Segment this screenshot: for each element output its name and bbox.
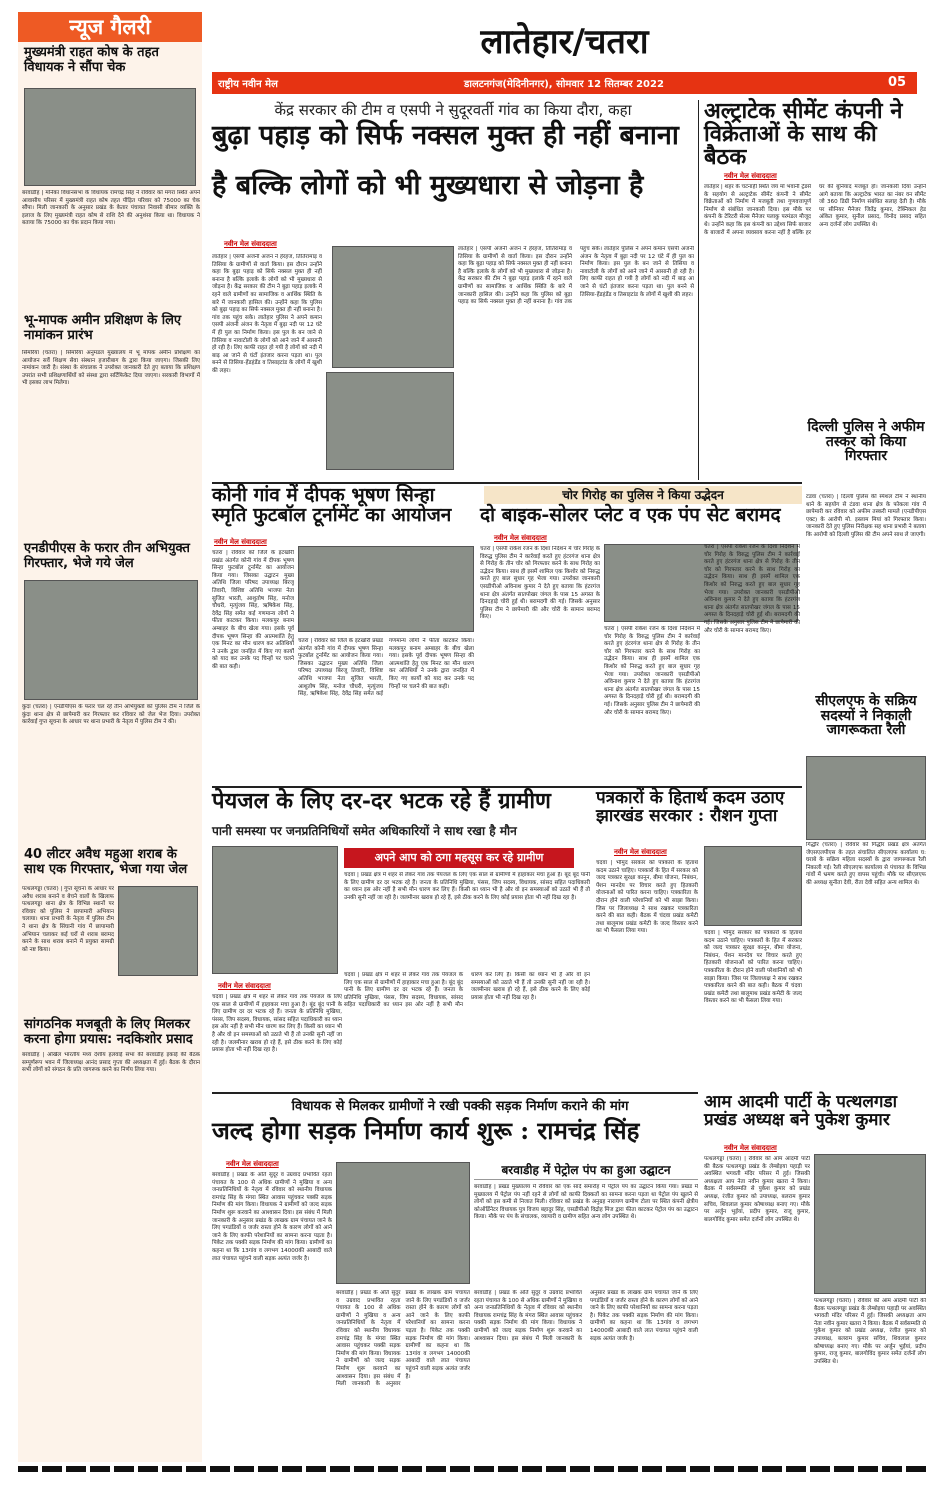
a1-kicker: केंद्र सरकार की टीम व एसपी ने सुदूरवर्ती गांव का किया दौरा, कहा xyxy=(274,101,632,119)
a2-headline: अल्ट्राटेक सीमेंट कंपनी ने विक्रेताओं के साथ की बैठक xyxy=(704,98,903,171)
a9-byline: नवीन मेल संवाददाता xyxy=(226,1160,279,1168)
a6-body-col1: चंदवा | भीमुद सरकार को पत्रकारों के हितार्थ कदम उठाने चाहिए। पत्रकारों के हित में सरकार को जल्द पत्रकार सुरक्षा कानून, बीमा योजना, निबंधन, पेंशन मानदेय पर विचार करते हुए हितकारी योजनाओं को पारित करना चाहिए। पत्रकारिता के दौरान होने वाली परेशानियों को भी साझा किया। जिस पर जिलाध्यक्ष ने साथ रखकर पत्रकारिता करने की बात कही। बैठक में चंदवा प्रखंड कमेटी तथा बालूमाथ प्रखंड कमेटी के जल्द विस्तार करने का भी फैसला लिया गया। xyxy=(596,860,698,935)
story-1-photo xyxy=(24,88,196,186)
page-masthead: लातेहार/चतरा xyxy=(480,22,649,62)
a8-photo xyxy=(806,756,926,840)
a6-body-col2: चंदवा | भीमुद सरकार को पत्रकारों के हितार्थ कदम उठाने चाहिए। पत्रकारों के हित में सरकार को जल्द पत्रकार सुरक्षा कानून, बीमा योजना, निबंधन, पेंशन मानदेय पर विचार करते हुए हितकारी योजनाओं को पारित करना चाहिए। पत्रकारिता के दौरान होने वाली परेशानियों को भी साझा किया। जिस पर जिलाध्यक्ष ने साथ रखकर पत्रकारिता करने की बात कही। बैठक में चंदवा प्रखंड कमेटी तथा बालूमाथ प्रखंड कमेटी के जल्द विस्तार करने का भी फैसला लिया गया। xyxy=(704,930,802,1005)
a4-headline: दो बाइक-सोलर प्लेट व एक पंप सेट बरामद xyxy=(480,504,781,526)
a5-headline: पेयजल के लिए दर-दर भटक रहे हैं ग्रामीण xyxy=(212,788,551,814)
sidebar-story-3-title: एनडीपीएस के फरार तीन अभियुक्त गिरफ्तार, भेजे गये जेल xyxy=(24,541,190,571)
column-rule xyxy=(698,100,699,480)
a11-photo xyxy=(814,1154,926,1294)
sidebar-story-2-body: सिमरिया (चतरा) | सिमरिया अनुमंडल मुख्यालय में भू मापक अमीन प्रशिक्षण का आयोजन सर्वे शिक्षण सेवा संस्थान हजारीबाग के द्वारा किया जाएगा। जिसकी लिए नामांकन जारी है। संस्था के संचालक ने उपरोक्त जानकारी देते हुए बताया कि प्रशिक्षण उपरांत सभी प्रशिक्षणार्थियों को संस्था द्वारा सर्टिफिकेट दिया जाएगा। सरकारी विभागों में भी इसका लाभ मिलेगा। xyxy=(22,350,200,387)
a10-headline: बरवाडीह में पेट्रोल पंप का हुआ उद्घाटन xyxy=(474,1160,698,1180)
a7-headline: दिल्ली पुलिस ने अफीम तस्कर को किया गिरफ्तार xyxy=(807,419,925,465)
a3-photo xyxy=(298,546,474,632)
a10-body: बरवाडीह | प्रखंड मुख्यालय में रविवार को एक सादे समारोह में पेट्रोल पंप का उद्घाटन किया गया। प्रखंड में मुख्यालय में पेट्रोल पंप नहीं रहने से लोगों को काफी दिक्कतों का सामना करना पड़ता था पेट्रोल पंप खुलने से लोगों को इस कमी से निजात मिली। रविवार को प्रखंड के अनुग्रह नारायण ग्रामीण टोला पर स्थित कंपनी क्षेत्रीय कोऑर्डिनेटर विधायक पुत्र विजय बहादुर सिंह, एसडीपीओ विद्रोह मिंज द्वारा फीता काटकर पेट्रोल पंप का उद्घाटन किया। मौके पर पंप के संचालक, व्यापारी व ग्रामीण सहित अन्य लोग उपस्थित थे। xyxy=(474,1184,698,1221)
a5-box-title: अपने आप को ठगा महसूस कर रहे ग्रामीण xyxy=(344,848,574,868)
a10-body-cont: बरवाडीह | प्रखंड के अति सुदूर व उग्रवाद प्रभावित रहता पंचायत के 100 से अधिक ग्रामीणों ने मुखिया व अन्य जनप्रतिनिधियों के नेतृत्व में रविवार को स्थानीय विधायक रामचंद्र सिंह के मंगरा स्थित आवास पहुंचकर पक्की सड़क निर्माण की मांग किया। विधायक ने ग्रामीणों को जल्द सड़क निर्माण शुरू करवाने का आश्वासन दिया। इस संबंध में मिली जानकारी के अनुसार प्रखंड के लाखक ग्राम पंचायत जाने के लिए पगडंडियों व जर्जर रास्ता होने के कारण लोगों को आने जाने के लिए काफी परेशानियों का सामना करना पड़ता है। पिकेट तक पक्की सड़क निर्माण की मांग किया। ग्रामीणों का कहना था कि 13गांव व लगभग 14000की आबादी वाले लात पंचायत पहुंचने वाली सड़क अत्यंत जर्जर है। xyxy=(474,1290,698,1342)
a3-headline: कोनी गांव में दीपक भूषण सिन्हा स्मृति फुटबॉल टूर्नामेंट का आयोजन xyxy=(212,484,452,526)
a5-subhead: पानी समस्या पर जनप्रतिनिधियों समेत अधिकारियों ने साथ रखा है मौन xyxy=(212,824,517,838)
a6-byline: नवीन मेल संवाददाता xyxy=(614,848,667,856)
a2-byline: नवीन मेल संवाददाता xyxy=(724,172,777,180)
a5-box-body: चंदवा | प्रखंड क्षेत्र में शहर से लेकर गांव तक पेयजल के लिए एक साल से ग्रामीणों में हाहाकार मचा हुआ है। बूंद बूंद पानी के लिए ग्रामीण दर दर भटक रहे हैं। जनता के प्रतिनिधि मुखिया, पंसस, जिप सदस्य, विधायक, सांसद सहित पदाधिकारी का ध्यान इस ओर नहीं है सभी मौन धारण कर लिए हैं। किसी का ध्यान भी है और वो इन समस्याओं को उठाते भी हैं तो उनकी सुनी नहीं जा रही है। जलमीनार खराब हो रहे हैं, इसे ठीक करने के लिए कोई प्रयास होता भी नहीं दिख रहा है। xyxy=(344,872,590,901)
a3-body-col2: चतरा | रविवार को जिले के इटखोरी प्रखंड अंतर्गत कोनी गांव में दीपक भूषण सिन्हा फुटबॉल टूर्नामेंट का आयोजन किया गया। जिसका उद्घाटन मुख्य अतिथि जिला परिषद उपाध्यक्ष बिरजू तिवारी, विशिष्ट अतिथि भाजपा नेता सुजित भारती, आशुतोष सिंह, मनोज चौधरी, मृत्युंजय सिंह, ऋषिकेश सिंह, देवेंद्र सिंह समेत कई गणमान्य लोगों ने फीता काटकर किया। मलकपुर बनाम अम्बाहर के बीच खेला गया। इसके पूर्व दीपक भूषण सिन्हा की आत्मशांति हेतु एक मिनट का मौन धारण कर अतिथियों ने उनके द्वारा जनहित में किए गए कार्यों को याद कर उनके पद चिन्हों पर चलने की बात कही। xyxy=(298,638,474,698)
a5-byline: नवीन मेल संवाददाता xyxy=(218,982,271,990)
sidebar-story-2-title: भू-मापक अमीन प्रशिक्षण के लिए नामांकन प्रारंभ xyxy=(24,313,182,343)
a4-body-col3: चतरा | एसपी राकेश रंजन के दिशा निर्देशन में चोर गिरोह के विरुद्ध पुलिस टीम ने कार्रवाई करते हुए हंटरगंज थाना क्षेत्र से गिरोह के तीन चोर को गिरफ्तार करने के साथ गिरोह का उद्भेदन किया। साथ ही इसमें शामिल एक किशोर को निरुद्ध करते हुए बाल सुधार गृह भेजा गया। उपरोक्त जानकारी एसडीपीओ अविनाश कुमार ने देते हुए बताया कि हंटरगंज थाना क्षेत्र अंतर्गत सातपोखर जंगल के पास 15 अगस्त के दिनदहाड़े चोरी हुई थी। बरामदगी की गई। जिसके अनुसार पुलिस टीम ने छापेमारी की और चोरी के सामान बरामद किए। xyxy=(704,544,800,634)
a3-body-col1: चतरा | रविवार को जिले के इटखोरी प्रखंड अंतर्गत कोनी गांव में दीपक भूषण सिन्हा फुटबॉल टूर्नामेंट का आयोजन किया गया। जिसका उद्घाटन मुख्य अतिथि जिला परिषद उपाध्यक्ष बिरजू तिवारी, विशिष्ट अतिथि भाजपा नेता सुजित भारती, आशुतोष सिंह, मनोज चौधरी, मृत्युंजय सिंह, ऋषिकेश सिंह, देवेंद्र सिंह समेत कई गणमान्य लोगों ने फीता काटकर किया। मलकपुर बनाम अम्बाहर के बीच खेला गया। इसके पूर्व दीपक भूषण सिन्हा की आत्मशांति हेतु एक मिनट का मौन धारण कर अतिथियों ने उनके द्वारा जनहित में किए गए कार्यों को याद कर उनके पद चिन्हों पर चलने की बात कही। xyxy=(212,550,294,670)
a1-body-col1: लातेहार | एसपी अंजनी अंजन ने हेरहंज, तितिरामाड़ व तिसिया के ग्रामीणों से वार्ता किया। इस दौरान उन्होंने कहा कि बुढ़ा पहाड़ को सिर्फ नक्सल मुक्त ही नहीं बनाना है बल्कि इलाके के लोगों को भी मुख्यधारा से जोड़ना है। केंद्र सरकार की टीम ने बुढ़ा पहाड़ इलाके में रहने वाले ग्रामीणों का सामाजिक व आर्थिक स्थिति के बारे में जानकारी हासिल की। उन्होंने कहा कि पुलिस को बुढ़ा पहाड़ का सिर्फ नक्सल मुक्त ही नहीं बनाना है। गांव तक पहुंच सके। लातेहार पुलिस ने अपने कमान एसपी अंजनी अंजन के नेतृत्व में बुढ़ा नदी पर 12 घंटे में ही पुल का निर्माण किया। इस पुल के बन जाने से तिसिया व नावाटोली के लोगों को आने जाने में आसानी हो रही है। लिए काफी राहत हो गयी है लोगों को नदी में बाढ़ आ जाने से घंटों इंतजार करना पड़ता था। पुल बनने से तिसिया-हेंडहंडेंड व तिसाइटांड के लोगों में खुशी की लहर। xyxy=(212,254,322,374)
a1-body-col2: लातेहार | एसपी अंजनी अंजन ने हेरहंज, तितिरामाड़ व तिसिया के ग्रामीणों से वार्ता किया। इस दौरान उन्होंने कहा कि बुढ़ा पहाड़ को सिर्फ नक्सल मुक्त ही नहीं बनाना है बल्कि इलाके के लोगों को भी मुख्यधारा से जोड़ना है। केंद्र सरकार की टीम ने बुढ़ा पहाड़ इलाके में रहने वाले ग्रामीणों का सामाजिक व आर्थिक स्थिति के बारे में जानकारी हासिल की। उन्होंने कहा कि पुलिस को बुढ़ा पहाड़ का सिर्फ नक्सल मुक्त ही नहीं बनाना है। गांव तक पहुंच सके। लातेहार पुलिस ने अपने कमान एसपी अंजनी अंजन के नेतृत्व में बुढ़ा नदी पर 12 घंटे में ही पुल का निर्माण किया। इस पुल के बन जाने से तिसिया व नावाटोली के लोगों को आने जाने में आसानी हो रही है। लिए काफी राहत हो गयी है लोगों को नदी में बाढ़ आ जाने से घंटों इंतजार करना पड़ता था। पुल बनने से तिसिया-हेंडहंडेंड व तिसाइटांड के लोगों में खुशी की लहर। xyxy=(458,246,694,306)
sidebar-story-5-title: सांगठनिक मजबूती के लिए मिलकर करना होगा प्रयास: नदकिशोर प्रसाद xyxy=(24,1017,193,1047)
sidebar-story-5-body: बरवाडीह | अखिल भारतीय मध्य देशीय हलवाई सभा की बरवाडीह इकाई की बैठक सम्पूर्णरूप भवन में जिलाध्यक्ष आनंद प्रसाद गुप्ता की अध्यक्षता में हुई। बैठक के दौरान सभी लोगों को संगठन के प्रति जागरूक करने का निर्णय लिया गया। xyxy=(22,1052,200,1074)
a1-photo-1 xyxy=(332,246,454,368)
a9-headline: जल्द होगा सड़क निर्माण कार्य शुरू : रामचंद्र सिंह xyxy=(212,1116,640,1145)
a9-photo xyxy=(336,1162,470,1284)
a9-body-col1: बरवाडीह | प्रखंड के अति सुदूर व उग्रवाद प्रभावित रहता पंचायत के 100 से अधिक ग्रामीणों ने मुखिया व अन्य जनप्रतिनिधियों के नेतृत्व में रविवार को स्थानीय विधायक रामचंद्र सिंह के मंगरा स्थित आवास पहुंचकर पक्की सड़क निर्माण की मांग किया। विधायक ने ग्रामीणों को जल्द सड़क निर्माण शुरू करवाने का आश्वासन दिया। इस संबंध में मिली जानकारी के अनुसार प्रखंड के लाखक ग्राम पंचायत जाने के लिए पगडंडियों व जर्जर रास्ता होने के कारण लोगों को आने जाने के लिए काफी परेशानियों का सामना करना पड़ता है। पिकेट तक पक्की सड़क निर्माण की मांग किया। ग्रामीणों का कहना था कि 13गांव व लगभग 14000की आबादी वाले लात पंचायत पहुंचने वाली सड़क अत्यंत जर्जर है। xyxy=(212,1172,332,1262)
a11-body-col1: पत्थलगड्डा (चतरा) | रविवार को आम आदमी पार्टी की बैठक पत्थलगड्डा प्रखंड के लेम्बोइया पहाड़ी पर अवस्थित भगवती मंदिर परिसर में हुई। जिसकी अध्यक्षता आप नेता नवीन कुमार खतरा ने किया। बैठक में सर्वसम्मति से पुकेश कुमार को प्रखंड अध्यक्ष, रंजीत कुमार को उपाध्यक्ष, बलराम कुमार सचिव, शिवलाल कुमार कोषाध्यक्ष बनाए गए। मौके पर अर्जुन भुईयां, प्रदीप कुमार, राजू कुमार, बालगोविंद कुमार समेत दर्जनों लोग उपस्थित थे। xyxy=(704,1156,810,1223)
a5-body-col1: चंदवा | प्रखंड क्षेत्र में शहर से लेकर गांव तक पेयजल के लिए एक साल से ग्रामीणों में हाहाकार मचा हुआ है। बूंद बूंद पानी के लिए ग्रामीण दर दर भटक रहे हैं। जनता के प्रतिनिधि मुखिया, पंसस, जिप सदस्य, विधायक, सांसद सहित पदाधिकारी का ध्यान इस ओर नहीं है सभी मौन धारण कर लिए हैं। किसी का ध्यान भी है और वो इन समस्याओं को उठाते भी हैं तो उनकी सुनी नहीं जा रही है। जलमीनार खराब हो रहे हैं, इसे ठीक करने के लिए कोई प्रयास होता भी नहीं दिख रहा है। xyxy=(212,994,342,1054)
sidebar-story-3-body: कुंदा (चतरा) | एनडीपीएस के फरार चल रहे तीन अभियुक्तों को पुलिस टीम ने जिले के कुंदा थाना क्षेत्र से छापेमारी कर गिरफ्तार कर रविवार को जेल भेज दिया। उपरोक्त कार्रवाई गुप्त सूचना के आधार पर थाना प्रभारी के नेतृत्व में पुलिस टीम ने की। xyxy=(22,704,200,726)
a8-headline: सीएलएफ के सक्रिय सदस्यों ने निकाली जागरूकता रैली xyxy=(815,693,917,739)
a11-headline: आम आदमी पार्टी के पत्थलगडा प्रखंड अध्यक्ष बने पुकेश कुमार xyxy=(704,1092,897,1130)
a9-kicker: विधायक से मिलकर ग्रामीणों ने रखी पक्की सड़क निर्माण कराने की मांग xyxy=(291,1099,629,1114)
a5-body-col2: चंदवा | प्रखंड क्षेत्र में शहर से लेकर गांव तक पेयजल के लिए एक साल से ग्रामीणों में हाहाकार मचा हुआ है। बूंद बूंद पानी के लिए ग्रामीण दर दर भटक रहे हैं। जनता के प्रतिनिधि मुखिया, पंसस, जिप सदस्य, विधायक, सांसद सहित पदाधिकारी का ध्यान इस ओर नहीं है सभी मौन धारण कर लिए हैं। किसी का ध्यान भी है और वो इन समस्याओं को उठाते भी हैं तो उनकी सुनी नहीं जा रही है। जलमीनार खराब हो रहे हैं, इसे ठीक करने के लिए कोई प्रयास होता भी नहीं दिख रहा है। xyxy=(344,972,590,1009)
a1-headline-1: बुढ़ा पहाड़ को सिर्फ नक्सल मुक्त ही नहीं बनाना xyxy=(212,120,679,151)
paper-name: राष्ट्रीय नवीन मेल xyxy=(218,79,278,90)
dateline-bar xyxy=(212,72,917,94)
sidebar-story-1-body: बरवाडीह | मनिका विधानसभा के विधायक रामचंद्र सिंह ने रविवार को मंगरा स्थित अपने आवासीय परिसर में मुख्यमंत्री राहत कोष तहत पीड़ित परिवार को 75000 का चेक सौंपा। मिली जानकारी के अनुसार प्रखंड के केतार पंचायत निवासी बीमार व्यक्ति के इलाज के लिए मुख्यमंत्री राहत कोष से राशि देने की अनुशंसा किया था। विधायक ने बताया कि 75000 का चेक प्रदान किया गया। xyxy=(22,190,200,227)
a4-body-col1: चतरा | एसपी राकेश रंजन के दिशा निर्देशन में चोर गिरोह के विरुद्ध पुलिस टीम ने कार्रवाई करते हुए हंटरगंज थाना क्षेत्र से गिरोह के तीन चोर को गिरफ्तार करने के साथ गिरोह का उद्भेदन किया। साथ ही इसमें शामिल एक किशोर को निरुद्ध करते हुए बाल सुधार गृह भेजा गया। उपरोक्त जानकारी एसडीपीओ अविनाश कुमार ने देते हुए बताया कि हंटरगंज थाना क्षेत्र अंतर्गत सातपोखर जंगल के पास 15 अगस्त के दिनदहाड़े चोरी हुई थी। बरामदगी की गई। जिसके अनुसार पुलिस टीम ने छापेमारी की और चोरी के सामान बरामद किए। xyxy=(480,546,600,621)
section-rule-3 xyxy=(212,1092,698,1094)
a8-body: गिद्धौर (चतरा) | रविवार को गिद्धौर प्रखंड क्षेत्र अंतर्गत जेएसएलपीएस के तहत संचालित सीएलएफ कार्यालय घ: घराबे के सक्रिय महिला सदस्यों के द्वारा जागरूकता रैली निकाली गई। रैली सीएलएफ कार्यालय से पंचायत के विभिन्न गांवों में भ्रमण करते हुए वापस पहुंची। मौके पर सीएलएफ की अध्यक्ष सुनीता देवी, रीता देवी सहित अन्य शामिल थे। xyxy=(806,842,926,886)
a4-body-col2: चतरा | एसपी राकेश रंजन के दिशा निर्देशन में चोर गिरोह के विरुद्ध पुलिस टीम ने कार्रवाई करते हुए हंटरगंज थाना क्षेत्र से गिरोह के तीन चोर को गिरफ्तार करने के साथ गिरोह का उद्भेदन किया। साथ ही इसमें शामिल एक किशोर को निरुद्ध करते हुए बाल सुधार गृह भेजा गया। उपरोक्त जानकारी एसडीपीओ अविनाश कुमार ने देते हुए बताया कि हंटरगंज थाना क्षेत्र अंतर्गत सातपोखर जंगल के पास 15 अगस्त के दिनदहाड़े चोरी हुई थी। बरामदगी की गई। जिसके अनुसार पुलिस टीम ने छापेमारी की और चोरी के सामान बरामद किए। xyxy=(604,626,700,716)
a11-body-col2: पत्थलगड्डा (चतरा) | रविवार को आम आदमी पार्टी की बैठक पत्थलगड्डा प्रखंड के लेम्बोइया पहाड़ी पर अवस्थित भगवती मंदिर परिसर में हुई। जिसकी अध्यक्षता आप नेता नवीन कुमार खतरा ने किया। बैठक में सर्वसम्मति से पुकेश कुमार को प्रखंड अध्यक्ष, रंजीत कुमार को उपाध्यक्ष, बलराम कुमार सचिव, शिवलाल कुमार कोषाध्यक्ष बनाए गए। मौके पर अर्जुन भुईयां, प्रदीप कुमार, राजू कुमार, बालगोविंद कुमार समेत दर्जनों लोग उपस्थित थे। xyxy=(814,1298,926,1365)
page-number: 05 xyxy=(888,75,907,90)
a1-byline: नवीन मेल संवाददाता xyxy=(224,240,277,248)
a7-body: टंडवा (चतरा) | दिल्ली पुलिस की स्पेशल टीम ने स्थानीय थाने के सहयोग से टंडवा थाना क्षेत्र के फोकला गांव में छापेमारी कर रविवार को अफीम तस्करी मामले (एनडीपीएस एक्ट) के आरोपी मो. इस्लाम मियां को गिरफ्तार किया। जानकारी देते हुए पुलिस निरीक्षक सह थाना प्रभारी ने बताया कि आरोपी को दिल्ली पुलिस की टीम अपने साथ ले जाएगी। xyxy=(806,494,926,538)
a3-byline: नवीन मेल संवाददाता xyxy=(214,538,267,546)
a1-photo-2 xyxy=(326,372,454,470)
sidebar-story-4-body: पत्थलगड्डा (चतरा) | गुप्त सूचना के आधार पर अवैध शराब बनाने व बेचने वालों के खिलाफ पत्थलगड्डा थाना क्षेत्र के विभिन्न स्थानों पर रविवार को पुलिस ने छापामारी अभियान चलाया। थाना प्रभारी के नेतृत्व में पुलिस टीम ने थाना क्षेत्र के सिंघानी गांव में छापामारी अभियान चलाकर कई घरों से शराब बरामद करने के साथ शराब बनाने में प्रयुक्त सामग्री को नष्ट किया। xyxy=(22,886,114,953)
dateline: डालटनगंज(मेदिनीनगर), सोमवार 12 सितम्बर 2022 xyxy=(464,79,664,90)
sidebar-title: न्यूज गैलरी xyxy=(18,12,202,42)
a2-body: लातेहार | शहर के चटनाही स्थित जय माँ भवानी ट्रेडर्स के सहयोग से अल्ट्राटेक सीमेंट कंपनी ने सीमेंट विक्रेताओं को निर्माण में मजबूती तथा गुणवत्तापूर्ण निर्माण से संबंधित जानकारी दिया। इस मौके पर कंपनी के टेरिटरी सेल्स मैनेजर पलाकु परमंडल मौजूद थे। उन्होंने कहा कि इस कंपनी का उद्देश्य सिर्फ बाजार के बाजारों में अपना व्यवसाय करना नहीं है बल्कि हर घर की बुनियाद मजबूत हो। जानकारी दिया उन्होंने आगे बताया कि अल्ट्राटेक भारत का नंबर वन सीमेंट जो 360 डिग्री निर्माण संबंधित सलाह देती है। मौके पर सीनियर मैनेजर जितेंद्र कुमार, टेक्निकल हेड अंकित कुमार, सुनील प्रसाद, विनोद प्रसाद सहित अन्य दर्जनों लोग उपस्थित थे। xyxy=(704,184,926,236)
a11-byline: नवीन मेल संवाददाता xyxy=(724,1144,777,1152)
a6-photo xyxy=(704,846,802,926)
a9-body-col2: बरवाडीह | प्रखंड के अति सुदूर व उग्रवाद प्रभावित रहता पंचायत के 100 से अधिक ग्रामीणों ने मुखिया व अन्य जनप्रतिनिधियों के नेतृत्व में रविवार को स्थानीय विधायक रामचंद्र सिंह के मंगरा स्थित आवास पहुंचकर पक्की सड़क निर्माण की मांग किया। विधायक ने ग्रामीणों को जल्द सड़क निर्माण शुरू करवाने का आश्वासन दिया। इस संबंध में मिली जानकारी के अनुसार प्रखंड के लाखक ग्राम पंचायत जाने के लिए पगडंडियों व जर्जर रास्ता होने के कारण लोगों को आने जाने के लिए काफी परेशानियों का सामना करना पड़ता है। पिकेट तक पक्की सड़क निर्माण की मांग किया। ग्रामीणों का कहना था कि 13गांव व लगभग 14000की आबादी वाले लात पंचायत पहुंचने वाली सड़क अत्यंत जर्जर है। xyxy=(336,1290,470,1388)
story-3-photo xyxy=(24,580,198,700)
footer-strip xyxy=(18,1466,928,1472)
a4-byline: नवीन मेल संवाददाता xyxy=(494,534,547,542)
story-4-photo xyxy=(118,886,198,976)
sidebar-story-1-title: मुख्यमंत्री राहत कोष के तहत विधायक ने सौंपा चेक xyxy=(24,45,159,75)
sidebar-story-4-title: 40 लीटर अवैध महुआ शराब के साथ एक गिरफ्तार, भेजा गया जेल xyxy=(24,847,188,877)
a1-headline-2: है बल्कि लोगों को भी मुख्यधारा से जोड़ना है xyxy=(212,170,644,201)
a5-photo xyxy=(212,846,338,974)
a4-kicker: चोर गिरोह का पुलिस ने किया उद्भेदन xyxy=(484,486,802,504)
a6-headline: पत्रकारों के हितार्थ कदम उठाए झारखंड सरकार : रौशन गुप्ता xyxy=(596,788,785,826)
